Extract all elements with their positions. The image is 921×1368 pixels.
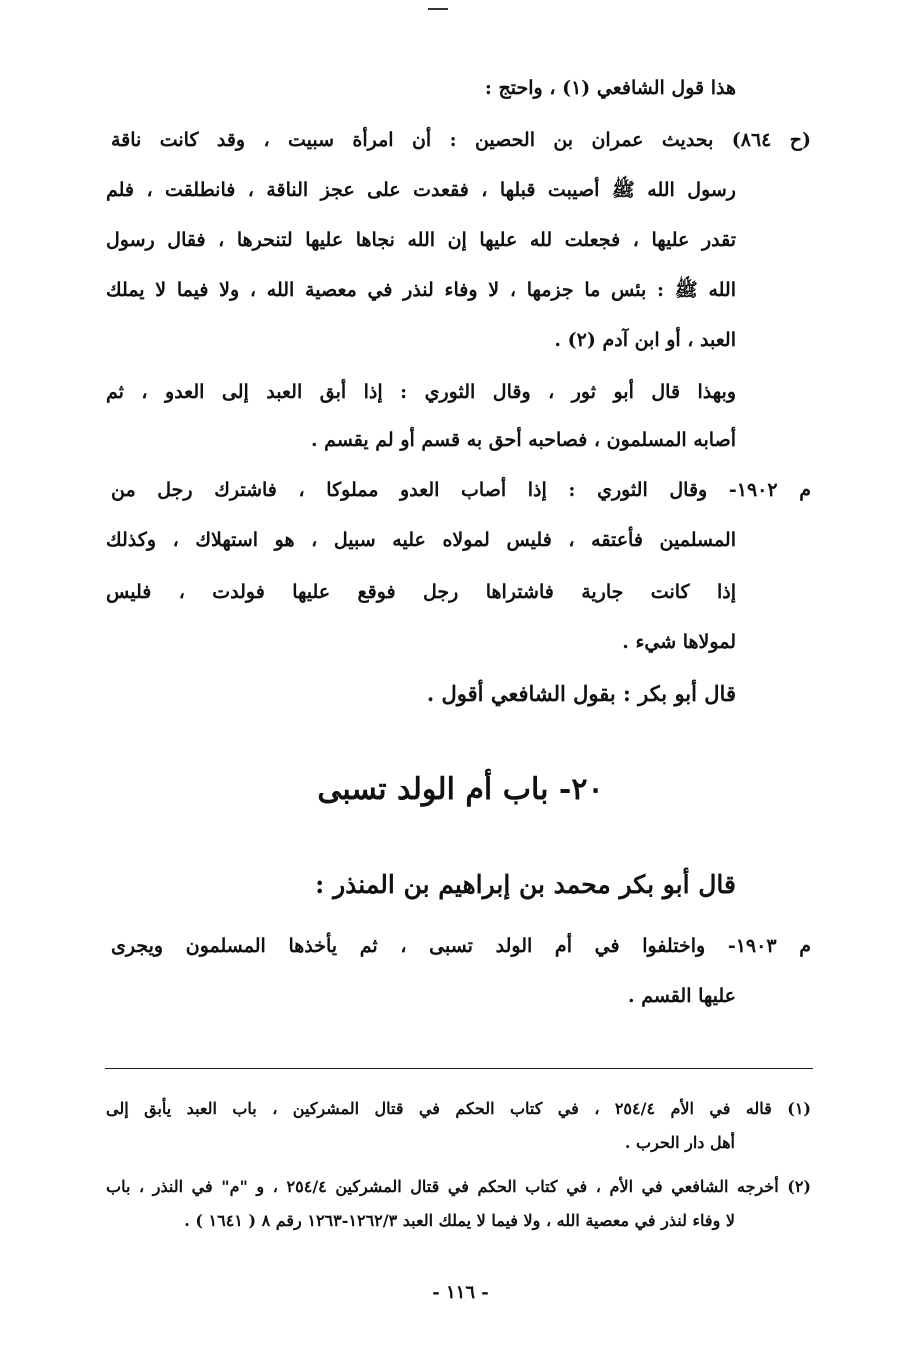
body-line: العبد ، أو ابن آدم (٢) . — [554, 329, 736, 351]
top-mark — [428, 8, 448, 10]
body-line: م ١٩٠٣- واختلفوا في أم الولد تسبى ، ثم يأخذها المسلمون ويجرى — [111, 935, 811, 957]
body-line: الله ﷺ : بئس ما جزمها ، لا وفاء لنذر في معصية الله ، ولا فيما لا يملك — [106, 279, 736, 301]
body-line: أصابه المسلمون ، فصاحبه أحق به قسم أو لم يقسم . — [310, 429, 736, 451]
footnote-line: (١) قاله في الأم ٢٥٤/٤ ، في كتاب الحكم في قتال المشركين ، باب العبد يأبق إلى — [106, 1099, 811, 1118]
body-line: عليها القسم . — [627, 985, 736, 1007]
body-line: م ١٩٠٢- وقال الثوري : إذا أصاب العدو مملوكا ، فاشترك رجل من — [111, 479, 811, 501]
section-title: ٢٠- باب أم الولد تسبى — [317, 772, 604, 807]
body-line: المسلمين فأعتقه ، فليس لمولاه عليه سبيل ، هو استهلاك ، وكذلك — [106, 529, 736, 551]
subheading: قال أبو بكر محمد بن إبراهيم بن المنذر : — [315, 870, 736, 899]
footnote-separator — [105, 1068, 813, 1069]
body-line: وبهذا قال أبو ثور ، وقال الثوري : إذا أبق العبد إلى العدو ، ثم — [106, 381, 736, 403]
body-line: لمولاها شيء . — [622, 631, 736, 653]
footnote-line: (٢) أخرجه الشافعي في الأم ، في كتاب الحكم في قتال المشركين ٢٥٤/٤ ، و "م" في النذر ، باب — [106, 1177, 811, 1196]
body-line: تقدر عليها ، فجعلت لله عليها إن الله نجاها عليها لتنحرها ، فقال رسول — [106, 229, 736, 251]
body-line: هذا قول الشافعي (١) ، واحتج : — [484, 77, 736, 99]
footnote-line: لا وفاء لنذر في معصية الله ، ولا فيما لا يملك العبد ١٢٦٢/٣-١٢٦٣ رقم ٨ ( ١٦٤١ ) . — [184, 1211, 735, 1230]
footnote-line: أهل دار الحرب . — [624, 1133, 735, 1152]
body-line: إذا كانت جارية فاشتراها رجل فوقع عليها فولدت ، فليس — [106, 581, 736, 603]
body-line: قال أبو بكر : بقول الشافعي أقول . — [426, 681, 736, 706]
body-line: (ح ٨٦٤) بحديث عمران بن الحصين : أن امرأة سبيت ، وقد كانت ناقة — [111, 129, 811, 151]
page-number: - ١١٦ - — [432, 1282, 489, 1303]
body-line: رسول الله ﷺ أصيبت قبلها ، فقعدت على عجز الناقة ، فانطلقت ، فلم — [106, 179, 736, 201]
